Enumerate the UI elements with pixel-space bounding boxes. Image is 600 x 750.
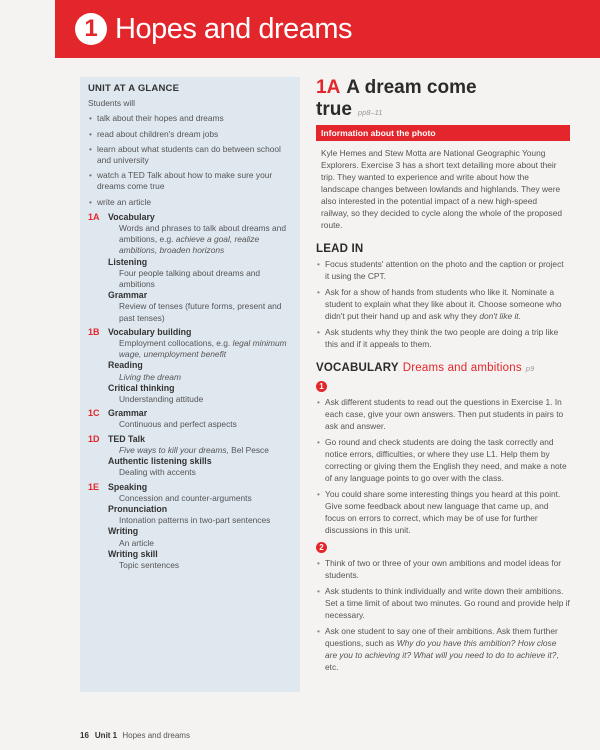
objective-item: • talk about their hopes and dreams <box>88 113 292 124</box>
description: Five ways to kill your dreams, Bel Pesce <box>119 444 269 455</box>
exercise-item: • Ask students to think individually and write down their ambitions. Set a time limit of about two minutes. Go round and provide help if necessary. <box>316 585 570 621</box>
subheading: Writing skill <box>108 548 158 559</box>
subheading: Grammar <box>108 290 148 301</box>
objective-item: • write an article <box>88 197 292 208</box>
description: Dealing with accents <box>119 467 196 478</box>
subheading: Listening <box>108 256 148 267</box>
lead-in-heading: LEAD IN <box>316 243 364 255</box>
exercise-item: • Ask different students to read out the questions in Exercise 1. In each case, give your own answers. Then put students in pairs to ask and answer. <box>316 396 570 432</box>
lesson-column <box>316 77 570 677</box>
glance-heading: UNIT AT A GLANCE <box>88 83 180 94</box>
page-footer <box>80 731 190 740</box>
unit-at-a-glance-panel <box>80 77 300 692</box>
section-code: 1B <box>88 326 100 337</box>
exercise-item: • Think of two or three of your own ambitions and model ideas for students. <box>316 557 570 581</box>
exercise-item: • Go round and check students are doing the task correctly and notice errors, difficulties, or where they use L1. Help them by correcting or giving them the English they need, and make a note of any language points to go over with the class. <box>316 436 570 484</box>
footer-title: Hopes and dreams <box>122 731 190 740</box>
lead-in-item: • Ask students why they think the two people are doing a trip like this and if it appeals to them. <box>316 326 570 350</box>
section-code: 1E <box>88 481 100 492</box>
description: Topic sentences <box>119 559 180 570</box>
section-1e <box>88 482 292 572</box>
subheading: Grammar <box>108 408 148 419</box>
exercise-number-badge: 1 <box>316 381 327 392</box>
subheading: TED Talk <box>108 433 145 444</box>
description: Employment collocations, e.g. legal minimum wage, unemployment benefit <box>119 338 287 360</box>
section-1d <box>88 434 292 479</box>
info-text: Kyle Hemes and Stew Motta are National Geographic Young Explorers. Exercise 3 has a short text detailing more about their trip. They wanted to experience and write about how the landscape changes between lowlands and highlands. They were also interested in the potential impact of a new high-speed railway, so they decided to cycle along the whole of the proposed route. <box>321 148 563 230</box>
subheading: Writing <box>108 526 139 537</box>
section-code: 1A <box>88 211 100 222</box>
section-1a <box>88 212 292 324</box>
description: Living the dream <box>119 371 181 382</box>
lead-in-item: • Focus students' attention on the photo and the caption or project it using the CPT. <box>316 258 570 282</box>
exercise-item: • You could share some interesting things you heard at this point. Give some feedback about new language that came up, and focus on errors to correct, which may be of use for further discussions in this unit. <box>316 488 570 536</box>
objective-item: • read about children's dream jobs <box>88 129 292 140</box>
subheading: Reading <box>108 360 143 371</box>
vocabulary-heading: VOCABULARY Dreams and ambitions p9 <box>316 362 535 374</box>
subheading: Speaking <box>108 481 148 492</box>
objective-item: • watch a TED Talk about how to make sure your dreams come true <box>88 170 292 192</box>
lesson-title: 1A A dream come true pp8–11 <box>316 77 477 120</box>
objective-item: • learn about what students can do between school and university <box>88 144 292 166</box>
description: Continuous and perfect aspects <box>119 419 237 430</box>
page-number: 16 <box>80 731 89 740</box>
footer-unit: Unit 1 <box>94 731 118 740</box>
section-1b <box>88 327 292 405</box>
unit-banner <box>55 0 600 58</box>
subheading: Authentic listening skills <box>108 456 212 467</box>
description: An article <box>119 537 154 548</box>
description: Four people talking about dreams and ambitions <box>119 267 261 290</box>
section-1c <box>88 408 292 430</box>
description: Words and phrases to talk about dreams and ambitions, e.g. achieve a goal, realize ambitions, broaden horizons <box>119 223 286 256</box>
description: Concession and counter-arguments <box>119 492 252 503</box>
subheading: Vocabulary building <box>108 326 192 337</box>
glance-intro: Students will <box>88 98 136 109</box>
lead-in-item: • Ask for a show of hands from students who like it. Nominate a student to explain what they like about it. Choose someone who didn't put their hand up and ask why they don't like it. <box>316 286 570 322</box>
section-code: 1D <box>88 433 100 444</box>
subheading: Critical thinking <box>108 382 175 393</box>
description: Understanding attitude <box>119 394 204 405</box>
exercise-number-badge: 2 <box>316 542 327 553</box>
info-heading-bar: Information about the photo <box>316 125 570 141</box>
description: Review of tenses (future forms, present and past tenses) <box>119 301 282 323</box>
section-code: 1C <box>88 408 100 419</box>
unit-number-badge: 1 <box>75 13 107 45</box>
subheading: Pronunciation <box>108 503 168 514</box>
exercise-item: • Ask one student to say one of their ambitions. Ask them further questions, such as Why do you have this ambition? How close are you to achieving it? What will you need to do to achieve it?, etc. <box>316 625 570 673</box>
subheading: Vocabulary <box>108 211 155 222</box>
unit-title: Hopes and dreams <box>115 12 353 45</box>
description: Intonation patterns in two-part sentences <box>119 515 271 526</box>
page-ref: pp8–11 <box>357 108 383 117</box>
